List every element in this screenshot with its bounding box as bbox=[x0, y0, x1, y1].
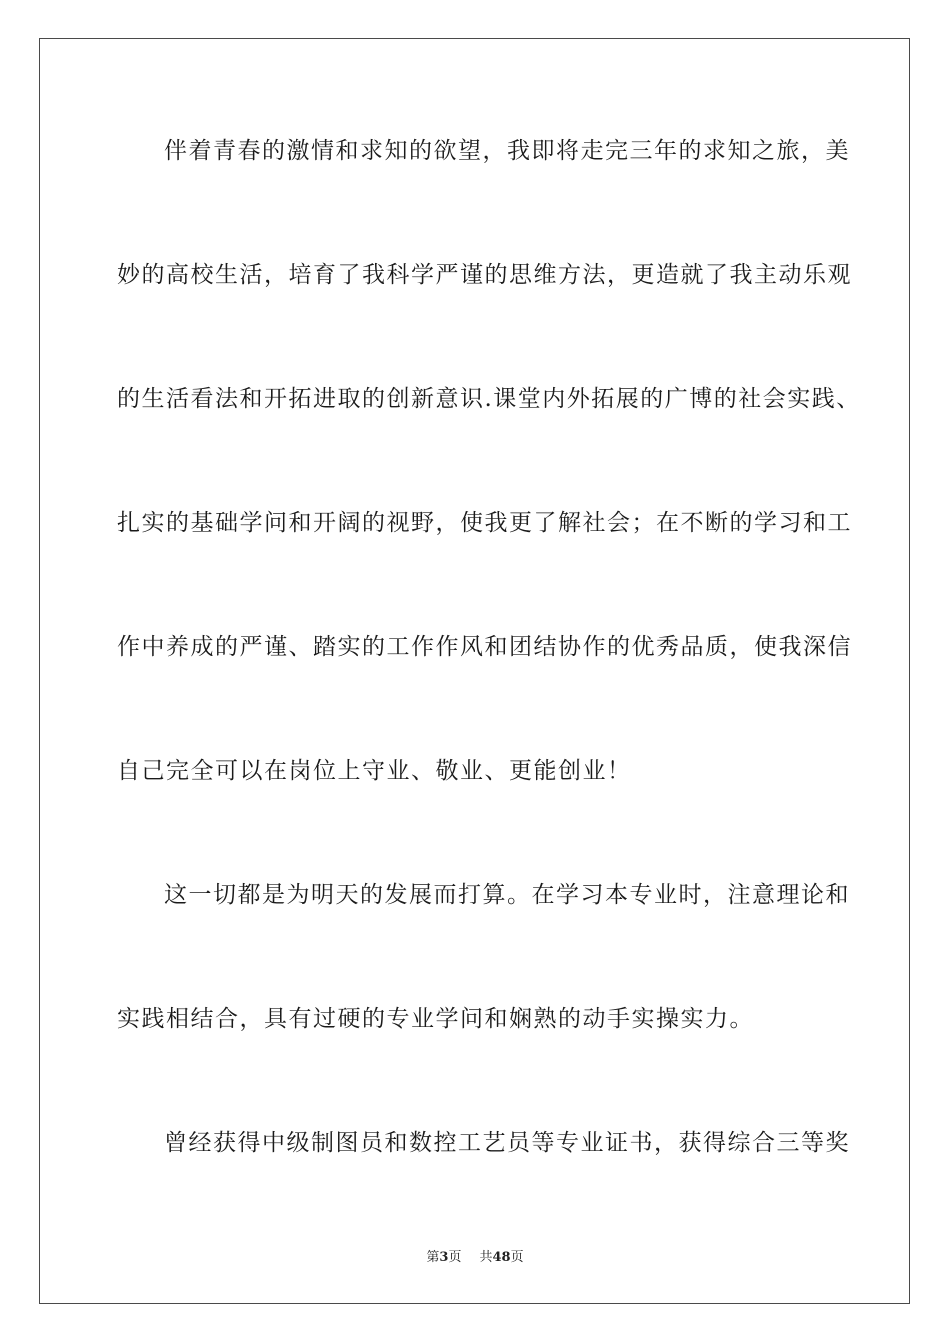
footer-page-prefix: 第 bbox=[426, 1250, 440, 1265]
paragraph-1-line-5: 作中养成的严谨、踏实的工作作风和团结协作的优秀品质，使我深信 bbox=[117, 634, 852, 660]
paragraph-1-line-4: 扎实的基础学问和开阔的视野，使我更了解社会；在不断的学习和工 bbox=[117, 510, 852, 536]
footer-total-suffix: 页 bbox=[510, 1250, 524, 1265]
paragraph-2-line-1: 这一切都是为明天的发展而打算。在学习本专业时，注意理论和 bbox=[164, 882, 850, 908]
footer-page-suffix: 页 bbox=[448, 1250, 462, 1265]
paragraph-1-line-3: 的生活看法和开拓进取的创新意识.课堂内外拓展的广博的社会实践、 bbox=[117, 386, 861, 412]
footer-page-number: 3 bbox=[439, 1250, 449, 1265]
paragraph-1-line-6: 自己完全可以在岗位上守业、敬业、更能创业！ bbox=[117, 758, 632, 784]
footer-total-pages: 48 bbox=[492, 1250, 511, 1265]
page-footer bbox=[0, 1246, 950, 1265]
footer-total-prefix: 共 bbox=[479, 1250, 493, 1265]
page-border bbox=[39, 38, 910, 1304]
paragraph-3-line-1: 曾经获得中级制图员和数控工艺员等专业证书，获得综合三等奖 bbox=[164, 1130, 850, 1156]
paragraph-2-line-2: 实践相结合，具有过硬的专业学问和娴熟的动手实操实力。 bbox=[117, 1006, 754, 1032]
paragraph-1-line-2: 妙的高校生活，培育了我科学严谨的思维方法，更造就了我主动乐观 bbox=[117, 262, 852, 288]
paragraph-1-line-1: 伴着青春的激情和求知的欲望，我即将走完三年的求知之旅，美 bbox=[164, 138, 850, 164]
